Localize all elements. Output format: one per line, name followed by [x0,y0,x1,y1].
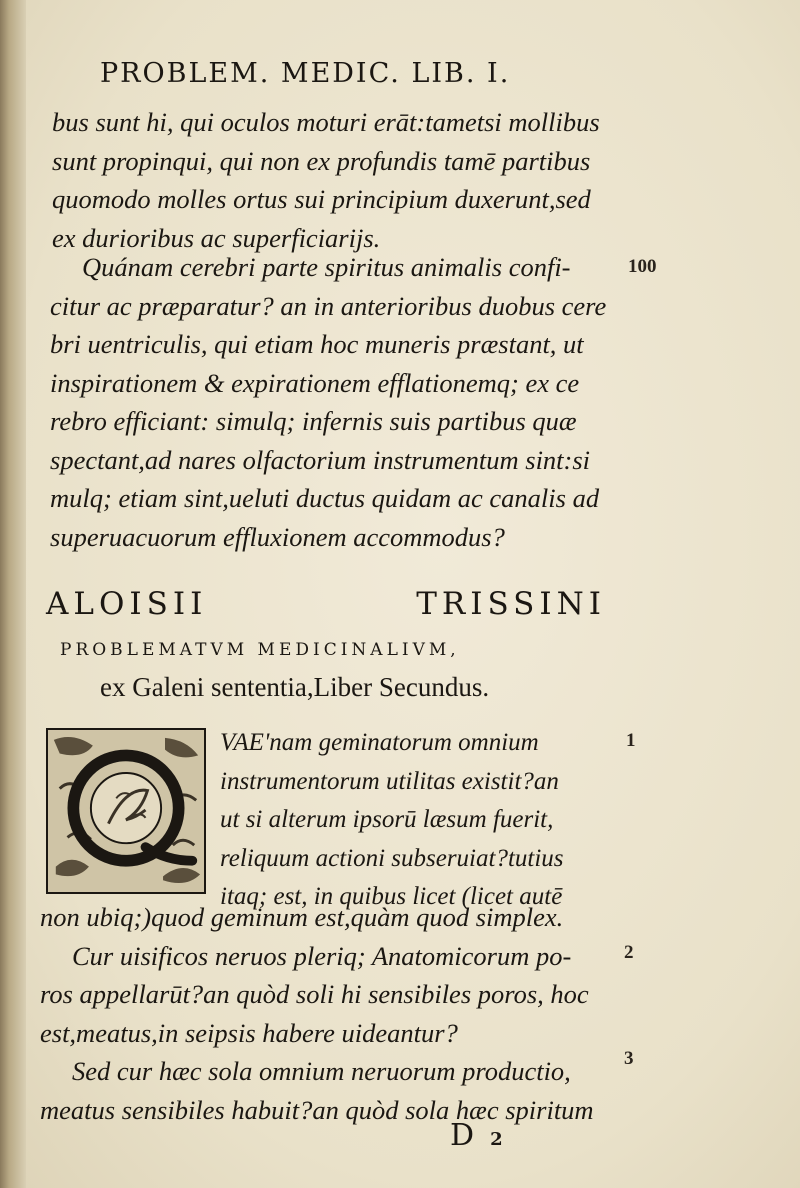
text-line: non ubiq;)quod geminum est,quàm quod simplex. [40,902,564,932]
problem-1-text [220,724,610,917]
ornament-initial-q-icon [48,730,204,892]
text-line: ut si alterum ipsorū læsum fuerit, [220,806,554,833]
margin-number-3: 3 [624,1048,634,1069]
author-last-name: TRISSINI [416,586,606,622]
author-first-name: ALOISII [46,586,208,622]
text-line: ros appellarūt?an quòd soli hi sensibiles poros, hoc [40,979,589,1009]
text-line: superuacuorum effluxionem accommodus? [50,521,505,552]
text-line: itaq; est, in quibus licet (licet autē [220,883,563,910]
signature-mark [450,1118,503,1153]
book-title-source: ex Galeni sententia,Liber Secundus. [100,672,490,702]
text-line: bri uentriculis, qui etiam hoc muneris præstant, ut [50,329,584,359]
margin-number-1: 1 [626,730,636,751]
text-line: Sed cur hæc sola omnium neruorum productio, [72,1056,571,1086]
text-line: est,meatus,in seipsis habere uideantur? [40,1017,458,1048]
signature-letter: D [450,1118,475,1153]
signature-number: 2 [490,1129,503,1150]
running-header: PROBLEM. MEDIC. LIB. I. [100,58,511,89]
text-line: sunt propinqui, qui non ex profundis tamē partibus [52,145,591,176]
text-line: bus sunt hi, qui oculos moturi erāt:tametsi mollibus [52,107,600,137]
text-line: meatus sensibiles habuit?an quòd sola hæc spiritum [40,1094,594,1125]
book-title-author [46,586,606,622]
text-line: VAE'nam geminatorum omnium [220,729,539,756]
text-line: Cur uisificos neruos pleriq; Anatomicorum po- [72,940,572,971]
book-title-subject: PROBLEMATVM MEDICINALIVM, [60,640,460,660]
intro-text [52,103,612,257]
text-line: inspirationem & expirationem efflationemq; ex ce [50,367,580,398]
text-line: Quánam cerebri parte spiritus animalis confi- [82,252,571,282]
text-line: citur ac præparatur? an in anterioribus duobus cere [50,290,607,321]
decorated-initial [46,728,206,894]
problem-100-text [40,248,610,556]
book-spine-shadow [0,0,26,1188]
text-line: quomodo molles ortus sui principium duxerunt,sed [52,184,591,214]
text-line: spectant,ad nares olfactorium instrumentum sint:si [50,444,591,475]
text-line: reliquum actioni subseruiat?tutius [220,844,564,872]
problems-continued-text [40,898,610,1129]
text-line: instrumentorum utilitas existit?an [220,767,559,795]
margin-number-2: 2 [624,942,634,963]
text-line: ex durioribus ac superficiarijs. [52,222,381,253]
margin-number-100: 100 [628,256,657,277]
text-line: rebro efficiant: simulq; infernis suis partibus quæ [50,406,577,436]
text-line: mulq; etiam sint,ueluti ductus quidam ac canalis ad [50,483,600,513]
